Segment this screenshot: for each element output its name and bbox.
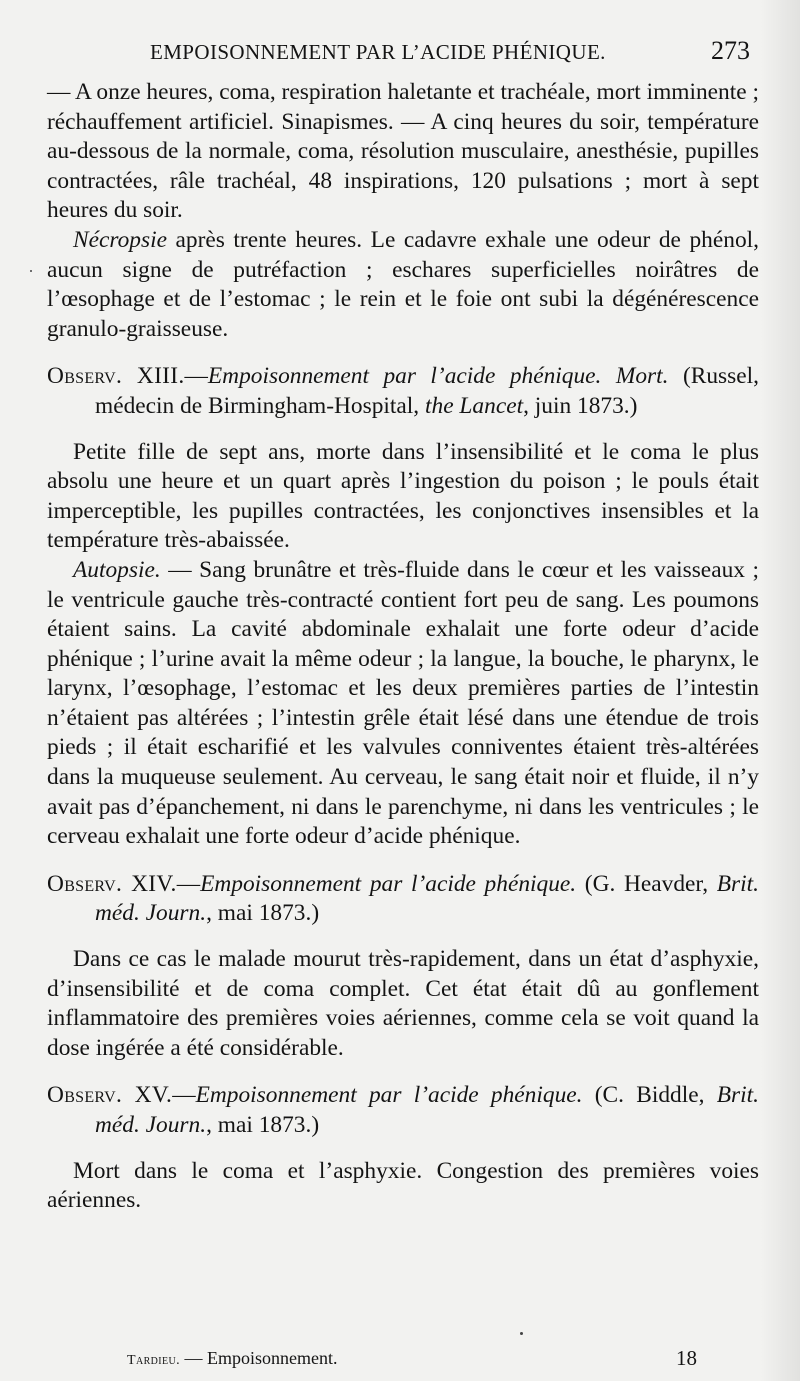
signature-number: 18	[676, 1346, 697, 1370]
necropsy-text: après trente heures. Le cadavre exhale une odeur de phénol, aucun signe de putréfaction ; eschares superficielles noirâtres de l’œsophage et de l’estomac ; le rein et le foie ont subi la dégénérescence granulo-graisseuse.	[47, 226, 759, 342]
autopsy-paragraph	[47, 556, 759, 852]
observation-14-label: Observ. XIV.	[47, 870, 177, 897]
observation-15-paragraph: Mort dans le coma et l’asphyxie. Congestion des premières voies aériennes.	[47, 1157, 759, 1214]
autopsy-lead: Autopsie.	[73, 556, 161, 583]
observation-13-source-b: , juin 1873.)	[523, 392, 638, 419]
necropsy-paragraph	[47, 226, 759, 344]
observation-13-dash: —	[184, 363, 208, 390]
footer-separator: —	[180, 1348, 208, 1368]
observation-15-dash: —	[172, 1082, 196, 1109]
running-title: EMPOISONNEMENT PAR L’ACIDE PHÉNIQUE.	[150, 40, 606, 64]
observation-13-journal: the Lancet	[425, 392, 524, 419]
page-edge-shadow	[760, 0, 800, 1381]
continuation-paragraph: — A onze heures, coma, respiration haletante et trachéale, mort imminente ; réchauffement artificiel. Sinapismes. — A cinq heures du soir, température au-dessous de la normale, coma, résolution musculaire, anesthésie, pupilles contractées, râle trachéal, 48 inspirations, 120 pulsations ; mort à sept heures du soir.	[47, 79, 759, 224]
observation-15-source-a: (C. Biddle,	[582, 1082, 717, 1109]
ink-speck	[520, 1332, 523, 1335]
observation-14-heading	[47, 870, 759, 929]
observation-13-heading	[47, 362, 759, 421]
footer-title: Empoisonnement.	[207, 1348, 338, 1368]
observation-14-title: Empoisonnement par l’acide phénique.	[200, 870, 577, 897]
page-footer	[127, 1346, 697, 1372]
observation-14-source-b: , mai 1873.)	[206, 900, 320, 927]
autopsy-text: — Sang brunâtre et très-fluide dans le cœur et les vaisseaux ; le ventricule gauche très-contracté contient fort peu de sang. Les poumons étaient sains. La cavité abdominale exhalait une forte odeur d’acide phénique ; l’urine avait la même odeur ; la langue, la bouche, le pharynx, le larynx, l’œsophage, l’estomac et les deux premières parties de l’intestin n’étaient pas altérées ; l’intestin grêle était lésé dans une étendue de trois pieds ; il était escharifié et les valvules conniventes étaient très-altérées dans la muqueuse seulement. Au cerveau, le sang était noir et fluide, il n’y avait pas d’épanchement, ni dans le parenchyme, ni dans les ventricules ; le cerveau exhalait une forte odeur d’acide phénique.	[47, 556, 759, 850]
observation-14-dash: —	[176, 870, 201, 897]
observation-13-source-a: (Russel, médecin de Birmingham-Hospital,	[95, 363, 759, 419]
page-number: 273	[711, 36, 750, 65]
observation-13-paragraph-1: Petite fille de sept ans, morte dans l’insensibilité et le coma le plus absolu une heure et un quart après l’ingestion du poison ; le pouls était imperceptible, les pupilles contractées, les conjonctives insensibles et la température très-abaissée.	[47, 438, 759, 554]
observation-14-journal: Brit. méd. Journ.	[95, 870, 760, 927]
observation-15-title: Empoisonnement par l’acide phénique.	[195, 1082, 583, 1109]
observation-15-heading	[47, 1081, 759, 1140]
observation-15-journal: Brit. méd. Journ.	[95, 1082, 759, 1138]
observation-15-label: Observ. XV.	[47, 1082, 173, 1109]
page-header	[150, 36, 750, 68]
page-body	[47, 78, 759, 1216]
observation-13-label: Observ. XIII.	[47, 363, 185, 390]
ink-speck	[30, 270, 32, 272]
footer-author: Tardieu.	[127, 1353, 181, 1368]
observation-15-source-b: , mai 1873.)	[206, 1112, 320, 1138]
observation-13-title: Empoisonnement par l’acide phénique. Mort.	[207, 363, 669, 390]
observation-14-paragraph: Dans ce cas le malade mourut très-rapidement, dans un état d’asphyxie, d’insensibilité et de coma complet. Cet état était dû au gonflement inflammatoire des premières voies aériennes, comme cela se voit quand la dose ingérée a été considérable.	[47, 946, 759, 1061]
observation-14-source-a: (G. Heavder,	[576, 870, 717, 897]
footer-signature	[127, 1348, 338, 1369]
necropsy-lead: Nécropsie	[73, 226, 167, 253]
